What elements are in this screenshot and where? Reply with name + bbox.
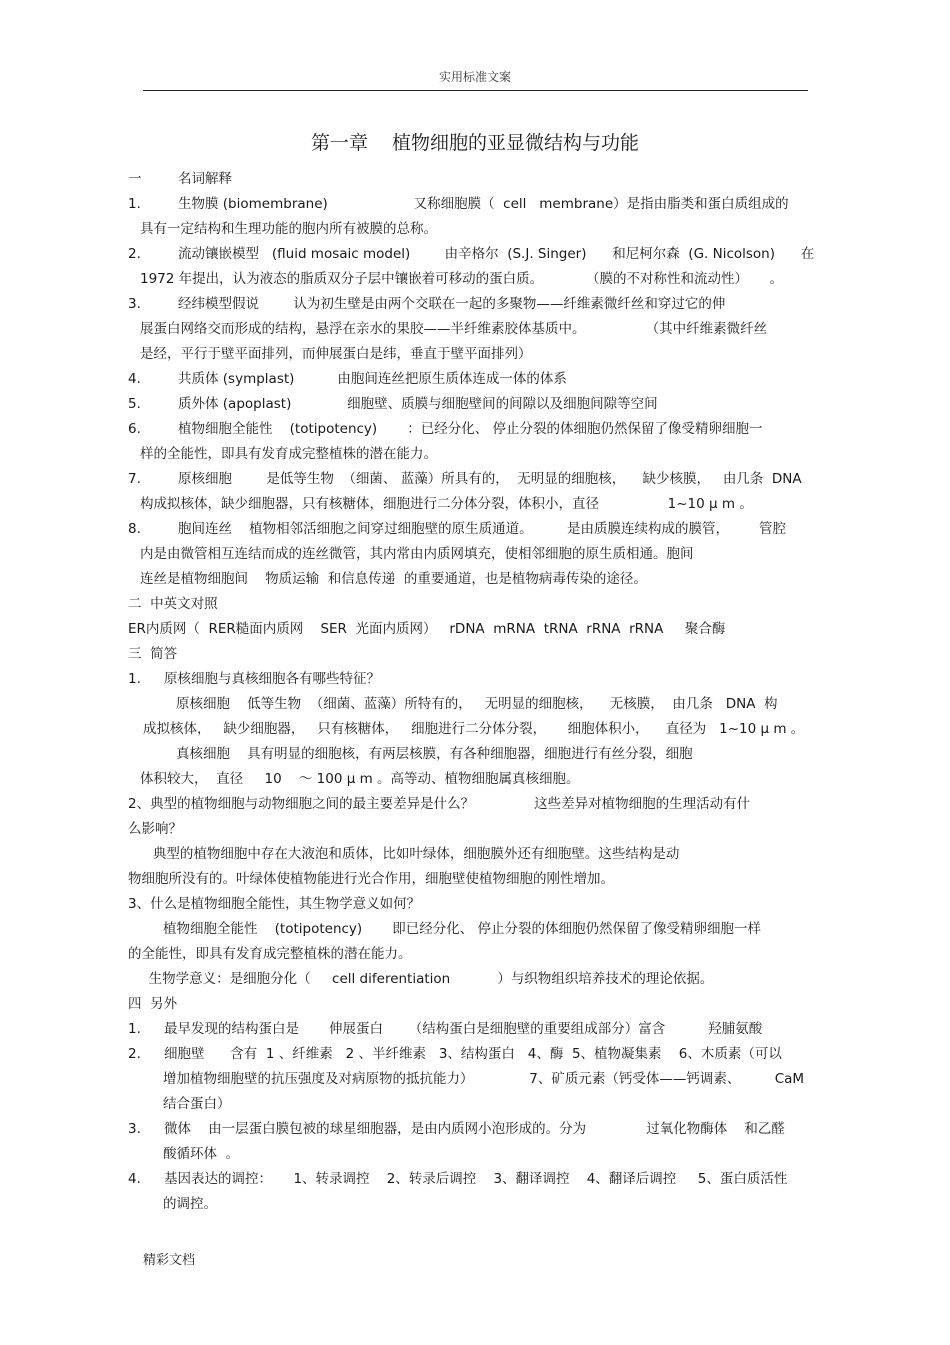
text-line: [128, 870, 614, 888]
item-number: 6.: [128, 421, 141, 437]
text-line: [140, 445, 437, 463]
text-line: [128, 1045, 782, 1063]
line-text: 细胞壁 含有 1 、纤维素 2 、半纤维素 3、结构蛋白 4、酶 5、植物凝集素 6、木质素（可以: [164, 1046, 782, 1062]
line-text: 二 中英文对照: [128, 596, 218, 612]
text-line: [143, 720, 804, 738]
line-text: 典型的植物细胞中存在大液泡和质体，比如叶绿体，细胞膜外还有细胞壁。这些结构是动: [140, 846, 680, 862]
line-text: 物细胞所没有的。叶绿体使植物能进行光合作用，细胞壁使植物细胞的刚性增加。: [128, 871, 614, 887]
line-text: 3、什么是植物细胞全能性，其生物学意义如何？: [128, 896, 421, 912]
line-text: 名词解释: [178, 171, 232, 187]
line-text: 展蛋白网络交而形成的结构，悬浮在亲水的果胶——半纤维素胶体基质中。 （其中纤维素微纤丝: [140, 321, 768, 337]
text-line: [128, 420, 763, 438]
line-text: 2、典型的植物细胞与动物细胞之间的最主要差异是什么？ 这些差异对植物细胞的生理活动有什: [128, 796, 751, 812]
text-line: [140, 220, 437, 238]
text-line: [163, 1145, 239, 1163]
line-text: 内是由微管相互连结而成的连丝微管，其内常由内质网填充，使相邻细胞的原生质相通。胞间: [140, 546, 694, 562]
text-line: [140, 570, 647, 588]
text-line: [140, 345, 532, 363]
line-text: 的全能性，即具有发育成完整植株的潜在能力。: [128, 946, 412, 962]
text-line: [128, 620, 725, 638]
text-line: [163, 1095, 231, 1113]
line-text: 最早发现的结构蛋白是 伸展蛋白 （结构蛋白是细胞壁的重要组成部分）富含 羟脯氨酸: [164, 1021, 763, 1037]
text-line: [140, 845, 679, 863]
line-text: 构成拟核体，缺少细胞器，只有核糖体，细胞进行二分体分裂，体积小，直径 1~10 μ m 。: [140, 496, 753, 512]
text-line: [128, 795, 750, 813]
line-text: 基因表达的调控： 1、转录调控 2、转录后调控 3、翻译调控 4、翻译后调控 5、蛋白质活性: [164, 1171, 788, 1187]
text-line: [128, 170, 232, 188]
text-line: [140, 545, 694, 563]
item-number: 1.: [128, 196, 141, 212]
line-text: 三 简答: [128, 646, 178, 662]
line-text: 流动镶嵌模型 (fluid mosaic model) 由辛格尔 (S.J. Singer) 和尼柯尔森 (G. Nicolson) 在: [178, 246, 815, 262]
line-text: 生物膜 (biomembrane) 又称细胞膜（ cell membrane）是指由脂类和蛋白质组成的: [178, 196, 789, 212]
text-line: [163, 1195, 217, 1213]
chapter-title: [0, 128, 950, 155]
item-number: 3.: [128, 1121, 141, 1137]
line-text: 原核细胞 是低等生物 （细菌、 蓝藻）所具有的， 无明显的细胞核， 缺少核膜， 由几条 DNA: [178, 471, 802, 487]
line-text: 的调控。: [163, 1196, 217, 1212]
page-header: 实用标准文案: [438, 70, 511, 84]
line-text: 四 另外: [128, 996, 178, 1012]
line-text: 真核细胞 具有明显的细胞核，有两层核膜，有各种细胞器，细胞进行有丝分裂，细胞: [176, 746, 693, 762]
text-line: [128, 520, 786, 538]
line-text: 质外体 (apoplast) 细胞壁、质膜与细胞壁间的间隙以及细胞间隙等空间: [178, 396, 658, 412]
text-line: [128, 1020, 762, 1038]
text-line: [128, 245, 814, 263]
line-text: 植物细胞全能性 (totipotency) 即已经分化、 停止分裂的体细胞仍然保留了像受精卵细胞一样: [163, 921, 762, 937]
line-text: 增加植物细胞壁的抗压强度及对病原物的抵抗能力） 7、矿质元素（钙受体——钙调素、 CaM: [163, 1071, 805, 1087]
text-line: [163, 920, 761, 938]
text-line: [128, 895, 420, 913]
line-text: 样的全能性，即具有发育成完整植株的潜在能力。: [140, 446, 437, 462]
item-number: 1.: [128, 671, 141, 687]
line-text: 体积较大， 直径 10 ～ 100 μ m 。高等动、植物细胞属真核细胞。: [140, 771, 580, 787]
line-text: 胞间连丝 植物相邻活细胞之间穿过细胞壁的原生质通道。 是由质膜连续构成的膜管， 管腔: [178, 521, 787, 537]
text-line: [140, 270, 783, 288]
line-text: 原核细胞 低等生物 （细菌、蓝藻）所特有的， 无明显的细胞核， 无核膜， 由几条 DNA 构: [176, 696, 778, 712]
text-line: [140, 320, 767, 338]
line-text: 酸循环体 。: [163, 1146, 240, 1162]
text-line: [128, 370, 567, 388]
text-line: [128, 470, 802, 488]
item-number: 8.: [128, 521, 141, 537]
line-text: 原核细胞与真核细胞各有哪些特征？: [164, 671, 380, 687]
text-line: [128, 195, 789, 213]
line-text: 结合蛋白）: [163, 1096, 231, 1112]
text-line: [140, 970, 713, 988]
item-number: 一: [128, 171, 142, 187]
item-number: 4.: [128, 371, 141, 387]
text-line: [176, 745, 693, 763]
item-number: 4.: [128, 1171, 141, 1187]
text-line: [128, 995, 177, 1013]
item-number: 3.: [128, 296, 141, 312]
line-text: 生物学意义：是细胞分化（ cell diferentiation ）与织物组织培养技术的理论依据。: [140, 971, 714, 987]
line-text: 植物细胞全能性 (totipotency) ：已经分化、 停止分裂的体细胞仍然保留了像受精卵细胞一: [178, 421, 763, 437]
item-number: 7.: [128, 471, 141, 487]
text-line: [128, 395, 658, 413]
line-text: 微体 由一层蛋白膜包被的球星细胞器，是由内质网小泡形成的。分为 过氧化物酶体 和乙醛: [164, 1121, 785, 1137]
line-text: 是经，平行于壁平面排列，而伸展蛋白是纬，垂直于壁平面排列）: [140, 346, 532, 362]
item-number: 2.: [128, 1046, 141, 1062]
item-number: 1.: [128, 1021, 141, 1037]
text-line: [128, 295, 725, 313]
text-line: [176, 695, 778, 713]
line-text: 具有一定结构和生理功能的胞内所有被膜的总称。: [140, 221, 437, 237]
text-line: [163, 1070, 804, 1088]
line-text: 共质体 (symplast) 由胞间连丝把原生质体连成一体的体系: [178, 371, 567, 387]
text-line: [128, 670, 380, 688]
text-line: [128, 595, 218, 613]
line-text: 成拟核体， 缺少细胞器， 只有核糖体， 细胞进行二分体分裂， 细胞体积小， 直径为 1~10 μ m 。: [143, 721, 805, 737]
chapter-number: 第一章: [310, 132, 368, 154]
header-rule: [143, 90, 808, 91]
text-line: [140, 770, 580, 788]
line-text: 连丝是植物细胞间 物质运输 和信息传递 的重要通道，也是植物病毒传染的途径。: [140, 571, 647, 587]
line-text: 么影响？: [128, 821, 182, 837]
text-line: [128, 820, 182, 838]
text-line: [140, 495, 753, 513]
line-text: 1972 年提出，认为液态的脂质双分子层中镶嵌着可移动的蛋白质。 （膜的不对称性和流动性） 。: [140, 271, 784, 287]
text-line: [128, 645, 177, 663]
line-text: ER内质网（ RER糙面内质网 SER 光面内质网） rDNA mRNA tRNA rRNA rRNA 聚合酶: [128, 621, 726, 637]
chapter-name: 植物细胞的亚显微结构与功能: [392, 132, 640, 154]
page-footer: 精彩文档: [143, 1253, 196, 1268]
line-text: 经纬模型假说 认为初生壁是由两个交联在一起的多聚物——纤维素微纤丝和穿过它的伸: [178, 296, 726, 312]
text-line: [128, 1120, 785, 1138]
item-number: 2.: [128, 246, 141, 262]
text-line: [128, 1170, 787, 1188]
text-line: [128, 945, 412, 963]
item-number: 5.: [128, 396, 141, 412]
